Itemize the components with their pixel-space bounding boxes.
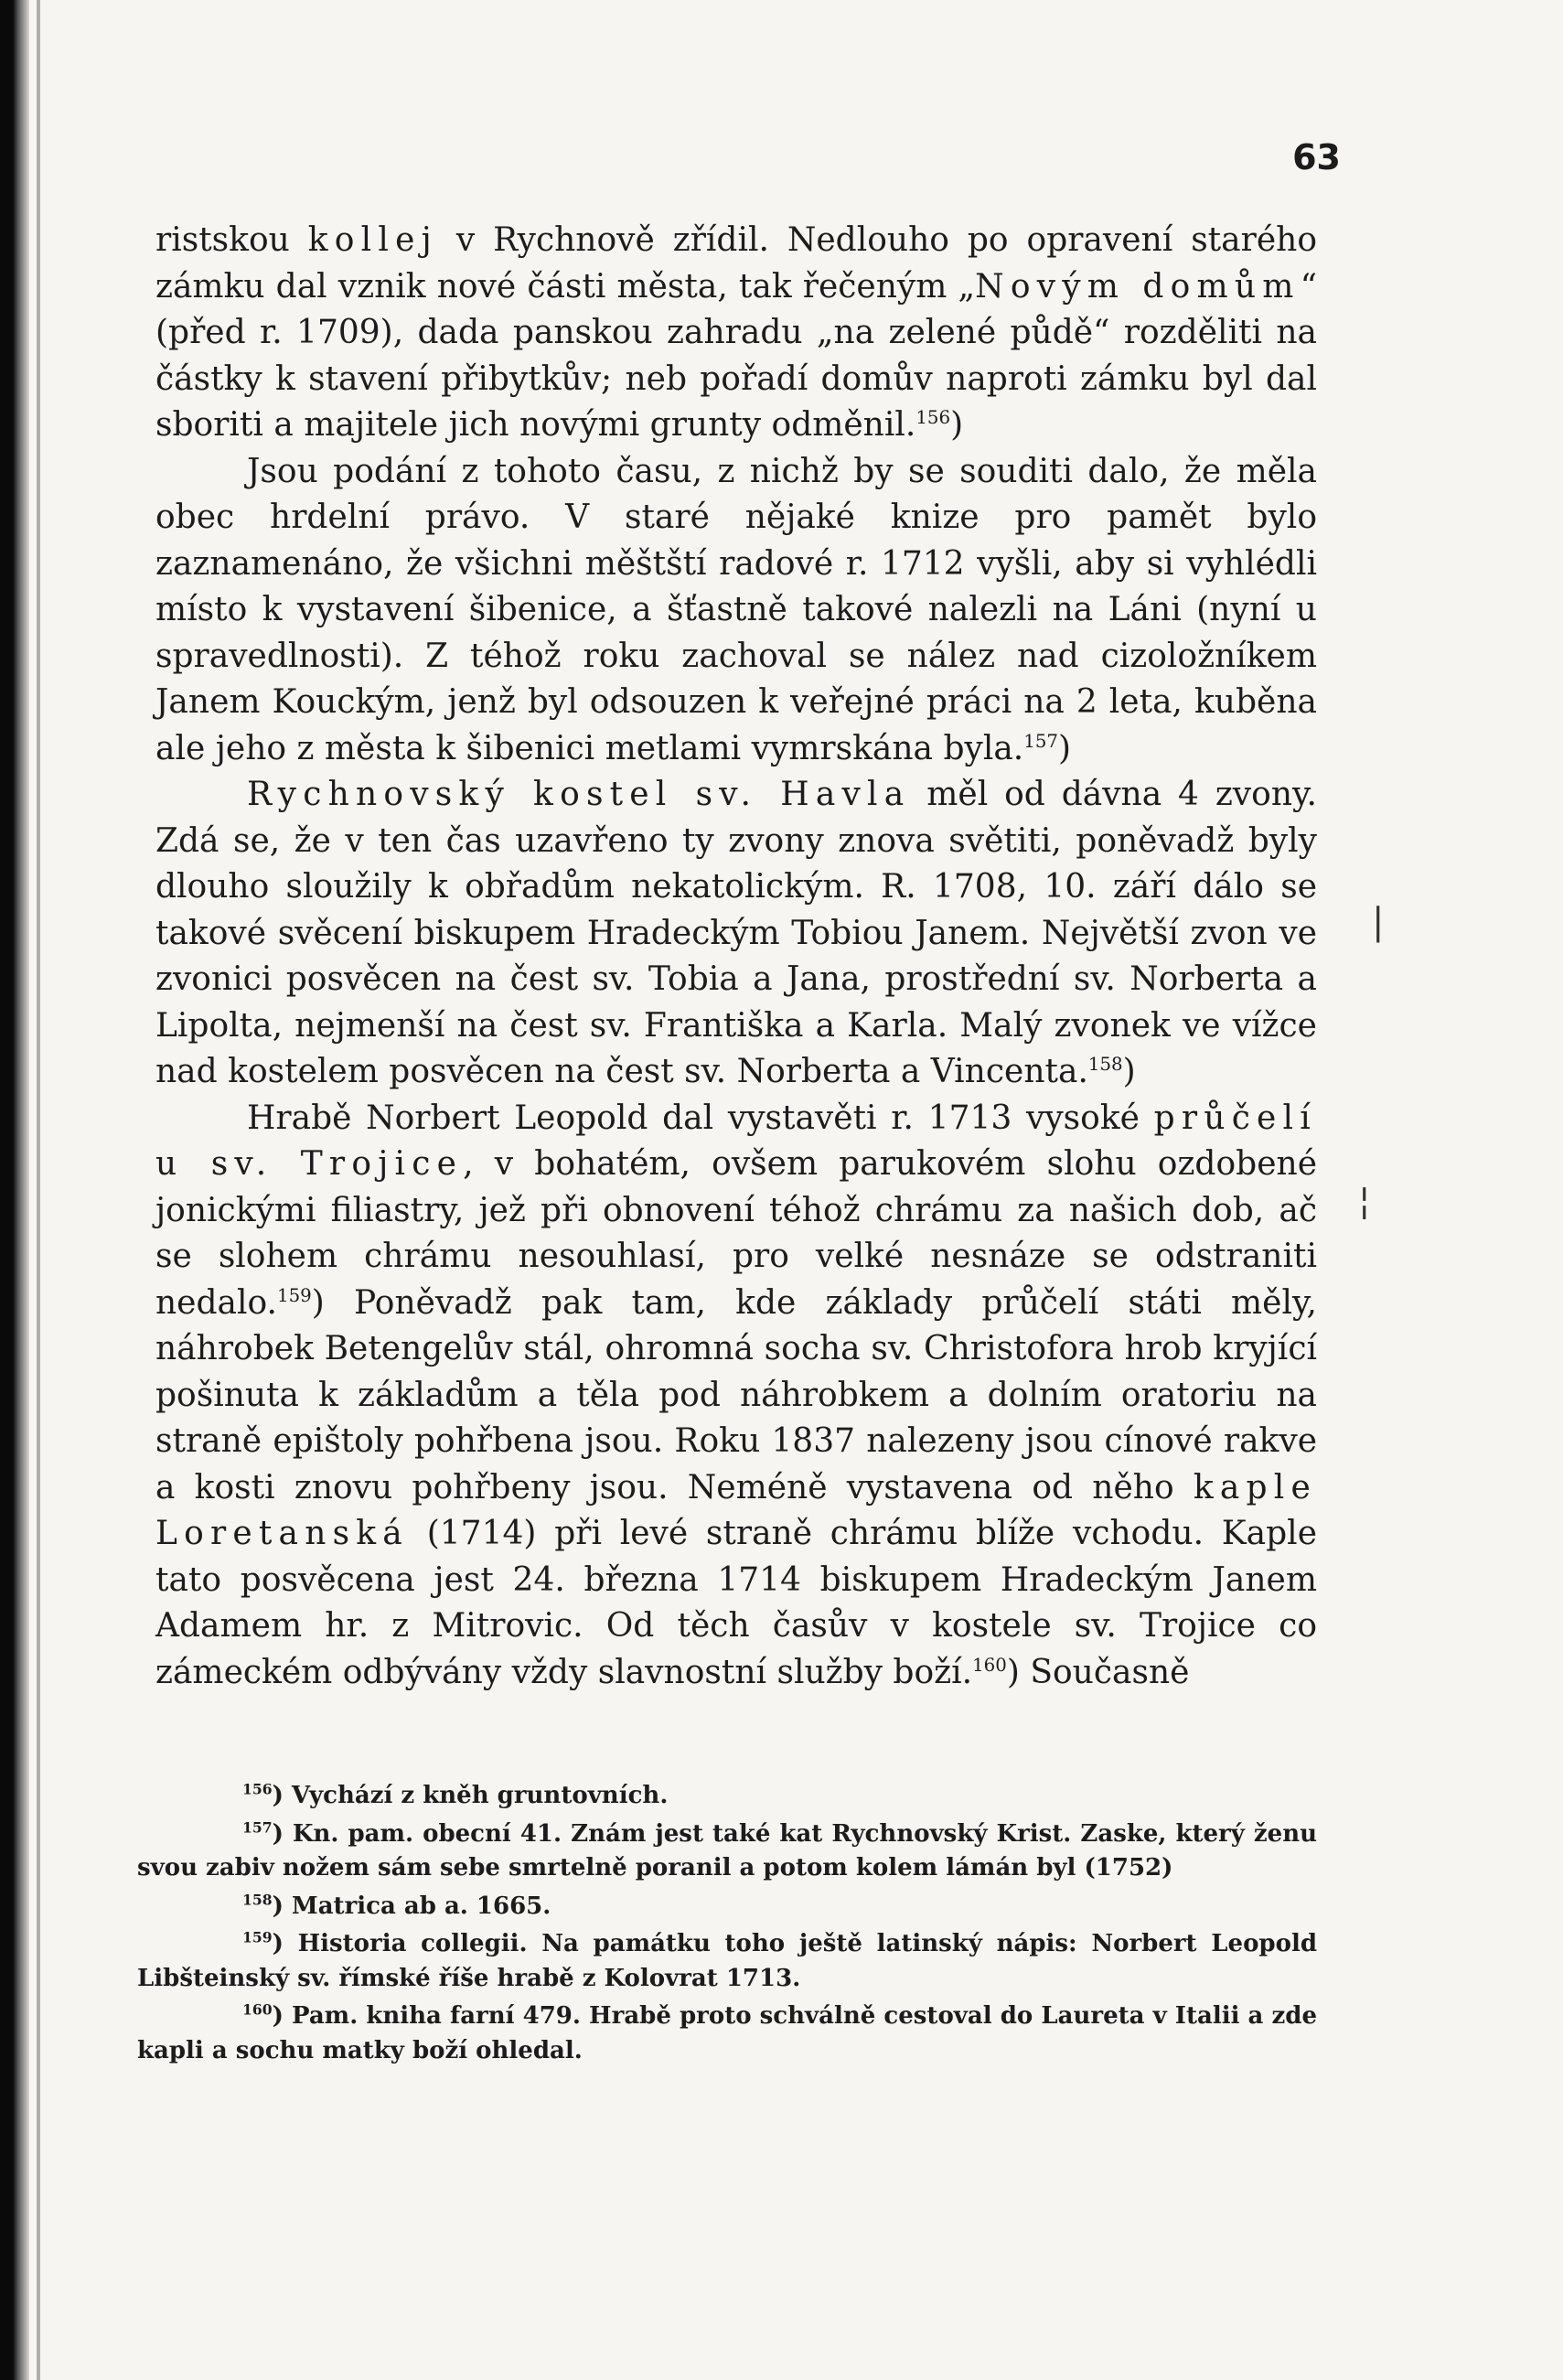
footnote-text: Historia collegii. Na památku toho ještě latinský nápis: Norbert Leopold Libšteinský sv. římské říše hrabě z Kolovrat 1713. bbox=[137, 1930, 1317, 1992]
binding-line bbox=[37, 0, 40, 2380]
footnote-number: 158 bbox=[242, 1890, 273, 1908]
footnote-number: 159 bbox=[242, 1928, 273, 1946]
footnote bbox=[137, 1927, 1317, 1996]
page-number: 63 bbox=[1292, 137, 1341, 177]
text-run: v Rychnově zřídil. Nedlouho po opravení starého zámku dal vznik nové části města, tak řečeným „ bbox=[155, 221, 1317, 306]
text-run: Jsou podání z tohoto času, z nichž by se souditi dalo, že měla obec hrdelní právo. V staré nějaké knize pro pamět bylo zaznamenáno, že všichni měštští radové r. 1712 vyšli, aby si vyhlédli místo k vystavení šibenice, a šťastně takové nalezli na Láni (nyní u spravedlnosti). Z téhož roku zachoval se nález nad cizoložníkem Janem Kouckým, jenž byl odsouzen k veřejné práci na 2 leta, kuběna ale jeho z města k šibenici metlami vymrskána byla. bbox=[155, 452, 1317, 767]
spaced-emphasis: Novým domům bbox=[975, 267, 1301, 306]
spaced-emphasis: kollej bbox=[307, 221, 438, 259]
footnote-number: 156 bbox=[242, 1780, 273, 1798]
text-run: , v bohatém, ovšem parukovém slohu ozdobené jonickými filiastry, jež při obnovení téhož chrámu za našich dob, ač se slohem chrámu nesouhlasí, pro velké nesnáze se odstraniti nedalo. bbox=[155, 1145, 1317, 1322]
footnote-ref: 156 bbox=[915, 407, 951, 428]
footnote bbox=[137, 1779, 1317, 1814]
footnote bbox=[137, 1817, 1317, 1886]
text-run: ) Současně bbox=[1006, 1653, 1190, 1691]
spaced-emphasis: průčelí u sv. Trojice bbox=[155, 1099, 1317, 1183]
footnote bbox=[137, 1999, 1317, 2068]
spaced-emphasis: Rychnovský kostel sv. Havla bbox=[247, 776, 911, 813]
page-edge-shadow bbox=[0, 0, 29, 2380]
text-run: ristskou bbox=[155, 221, 308, 259]
footnote-paren: ) bbox=[272, 1930, 298, 1957]
text-run: ) bbox=[1122, 1053, 1136, 1090]
text-run: Hrabě Norbert Leopold dal vystavěti r. 1713 vysoké bbox=[247, 1099, 1154, 1137]
footnote bbox=[137, 1890, 1317, 1924]
footnote-paren: ) bbox=[272, 2002, 292, 2030]
text-run: “ (před r. 1709), dada panskou zahradu „na zelené půdě“ rozděliti na částky k stavení přibytkův; neb pořadí domův naproti zámku byl dal sboriti a majitele jich novými grunty odměnil. bbox=[155, 267, 1317, 444]
footnote-text: Matrica ab a. 1665. bbox=[291, 1892, 551, 1920]
footnote-paren: ) bbox=[272, 1819, 293, 1848]
footnote-ref: 160 bbox=[972, 1654, 1007, 1676]
footnote-ref: 157 bbox=[1023, 730, 1059, 752]
margin-bracket-mark: | bbox=[1372, 901, 1385, 943]
paragraph bbox=[155, 218, 1317, 449]
main-text bbox=[155, 218, 1317, 1696]
footnote-number: 157 bbox=[242, 1817, 273, 1836]
footnotes bbox=[137, 1779, 1317, 2072]
text-run: ) bbox=[950, 406, 964, 444]
text-run: ) bbox=[1058, 729, 1072, 767]
footnote-text: Kn. pam. obecní 41. Znám jest také kat Rychnovský Krist. Zaske, který ženu svou zabiv nožem sám sebe smrtelně poranil a potom kolem lámán byl (1752) bbox=[137, 1819, 1318, 1881]
text-run: ) Poněvadž pak tam, kde základy průčelí státi měly, náhrobek Betengelův stál, ohromná socha sv. Christofora hrob kryjící pošinuta k základům a těla pod náhrobkem a dolním oratoriu na straně epištoly pohřbena jsou. Roku 1837 nalezeny jsou cínové rakve a kosti znovu pohřbeny jsou. Neméně vystavena od něho bbox=[155, 1283, 1317, 1506]
footnote-paren: ) bbox=[272, 1892, 292, 1920]
paragraph bbox=[155, 1096, 1317, 1697]
footnote-paren: ) bbox=[272, 1782, 292, 1809]
spaced-emphasis: kaple Loretanská bbox=[155, 1468, 1317, 1552]
text-run: měl od dávna 4 zvony. Zdá se, že v ten čas uzavřeno ty zvony znova světiti, poněvadž byly dlouho sloužily k obřadům nekatolickým. R. 1708, 10. září dálo se takové svěcení biskupem Hradeckým Tobiou Janem. Největší zvon ve zvonici posvěcen na čest sv. Tobia a Jana, prostřední sv. Norberta a Lipolta, nejmenší na čest sv. Františka a Karla. Malý zvonek ve vížce nad kostelem posvěcen na čest sv. Norberta a Vincenta. bbox=[155, 776, 1317, 1090]
footnote-number: 160 bbox=[242, 2000, 273, 2019]
paragraph bbox=[155, 449, 1317, 773]
footnote-text: Vychází z kněh gruntovních. bbox=[291, 1782, 669, 1809]
footnote-ref: 158 bbox=[1087, 1054, 1123, 1075]
margin-mark: ¦ bbox=[1358, 1180, 1371, 1222]
footnote-text: Pam. kniha farní 479. Hrabě proto schválně cestoval do Laureta v Italii a zde kapli a sochu matky boží ohledal. bbox=[137, 2002, 1317, 2064]
paragraph bbox=[155, 772, 1317, 1096]
text-run: (1714) při levé straně chrámu blíže vchodu. Kaple tato posvěcena jest 24. března 1714 biskupem Hradeckým Janem Adamem hr. z Mitrovic. Od těch časův v kostele sv. Trojice co zámeckém odbývány vždy slavnostní služby boží. bbox=[155, 1515, 1317, 1691]
footnote-ref: 159 bbox=[277, 1284, 312, 1306]
